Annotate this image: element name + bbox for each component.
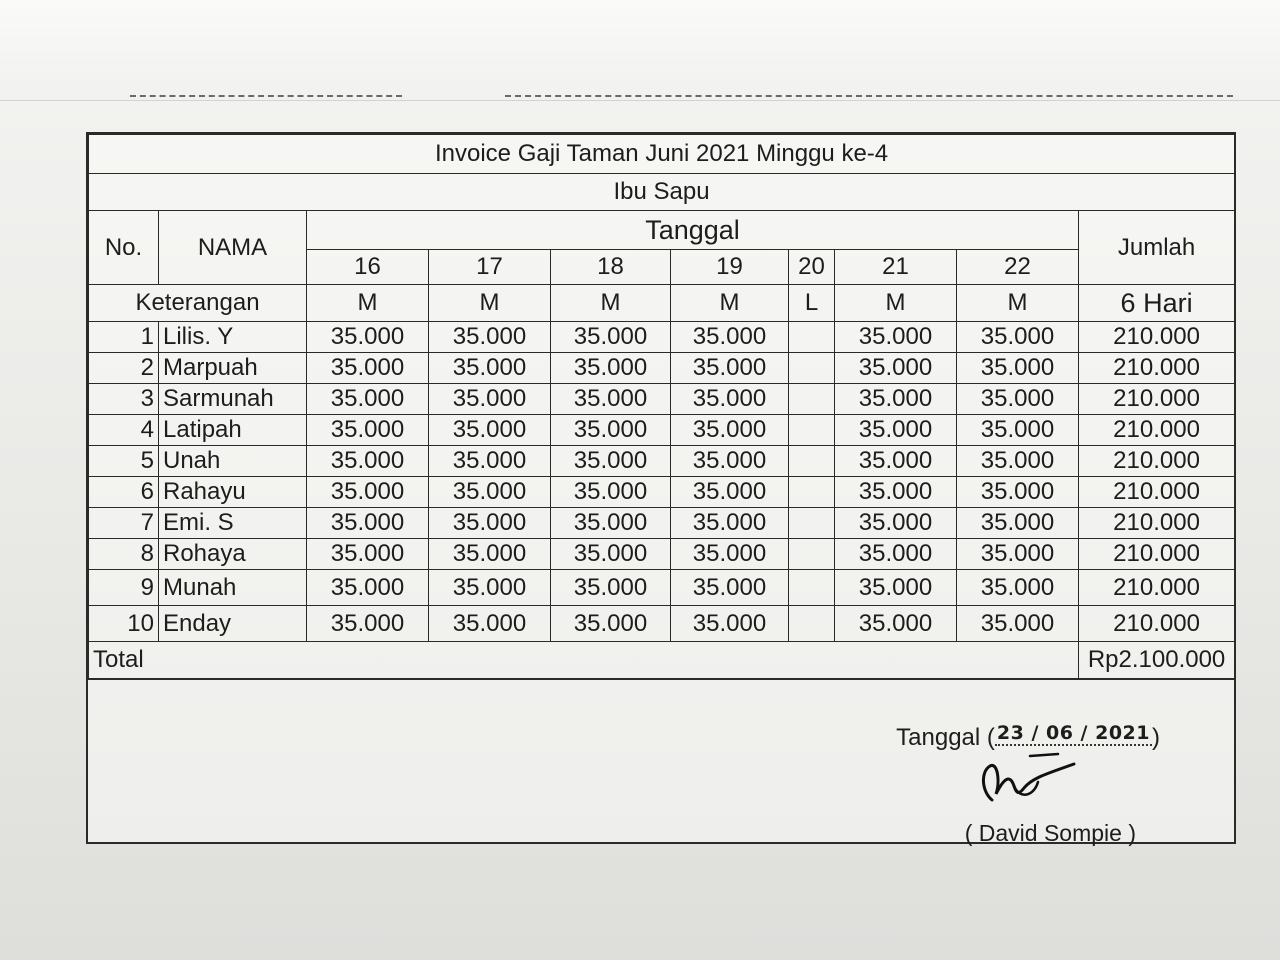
cell-d17: 35.000: [429, 606, 551, 642]
cell-d21: 35.000: [835, 570, 957, 606]
cell-d16: 35.000: [307, 384, 429, 415]
cell-d16: 35.000: [307, 322, 429, 353]
table-row: [89, 570, 1235, 606]
cell-d17: 35.000: [429, 384, 551, 415]
cell-d21: 35.000: [835, 384, 957, 415]
cell-d20: [789, 477, 835, 508]
cell-total: 210.000: [1079, 446, 1235, 477]
cell-d22: 35.000: [957, 446, 1079, 477]
date-22: 22: [957, 250, 1079, 285]
cell-d16: 35.000: [307, 446, 429, 477]
code-17: M: [429, 285, 551, 322]
cell-d21: 35.000: [835, 539, 957, 570]
row-no: 5: [89, 446, 159, 477]
cell-d18: 35.000: [551, 606, 671, 642]
handwritten-signature-icon: [974, 752, 1094, 812]
cell-d16: 35.000: [307, 477, 429, 508]
date-17: 17: [429, 250, 551, 285]
table-row: [89, 508, 1235, 539]
table-row: [89, 606, 1235, 642]
cell-d18: 35.000: [551, 446, 671, 477]
cell-d17: 35.000: [429, 508, 551, 539]
cell-d22: 35.000: [957, 384, 1079, 415]
cell-d19: 35.000: [671, 606, 789, 642]
header-no: No.: [89, 211, 159, 285]
cell-d20: [789, 384, 835, 415]
row-name: Sarmunah: [159, 384, 307, 415]
cell-d17: 35.000: [429, 446, 551, 477]
cell-d20: [789, 508, 835, 539]
cell-d16: 35.000: [307, 353, 429, 384]
row-name: Marpuah: [159, 353, 307, 384]
cell-d18: 35.000: [551, 539, 671, 570]
code-20: L: [789, 285, 835, 322]
cell-d19: 35.000: [671, 570, 789, 606]
invoice-subtitle: Ibu Sapu: [89, 174, 1235, 211]
date-18: 18: [551, 250, 671, 285]
signer-name: ( David Sompie ): [964, 820, 1136, 846]
table-row: [89, 446, 1235, 477]
invoice-table: [88, 134, 1235, 679]
cell-d20: [789, 570, 835, 606]
cell-d18: 35.000: [551, 508, 671, 539]
cell-d19: 35.000: [671, 322, 789, 353]
header-jumlah: Jumlah: [1079, 211, 1235, 285]
row-no: 2: [89, 353, 159, 384]
cell-d16: 35.000: [307, 508, 429, 539]
row-no: 6: [89, 477, 159, 508]
jumlah-hari: 6 Hari: [1079, 285, 1235, 322]
paper-top-edge: [0, 0, 1280, 101]
table-row: [89, 384, 1235, 415]
cell-d18: 35.000: [551, 570, 671, 606]
code-22: M: [957, 285, 1079, 322]
date-20: 20: [789, 250, 835, 285]
cell-d17: 35.000: [429, 477, 551, 508]
row-name: Emi. S: [159, 508, 307, 539]
table-row: [89, 353, 1235, 384]
invoice-title: Invoice Gaji Taman Juni 2021 Minggu ke-4: [89, 135, 1235, 174]
cell-d20: [789, 353, 835, 384]
cell-d18: 35.000: [551, 415, 671, 446]
table-row: [89, 477, 1235, 508]
header-tanggal: Tanggal: [307, 211, 1079, 250]
table-row: [89, 415, 1235, 446]
cell-d16: 35.000: [307, 606, 429, 642]
cell-d17: 35.000: [429, 322, 551, 353]
cell-d16: 35.000: [307, 539, 429, 570]
cell-d18: 35.000: [551, 384, 671, 415]
cell-d17: 35.000: [429, 570, 551, 606]
table-row: [89, 322, 1235, 353]
cell-total: 210.000: [1079, 322, 1235, 353]
cell-d17: 35.000: [429, 539, 551, 570]
cell-d22: 35.000: [957, 539, 1079, 570]
cell-d22: 35.000: [957, 415, 1079, 446]
signature-area: [88, 679, 1234, 846]
row-name: Rahayu: [159, 477, 307, 508]
cell-d22: 35.000: [957, 606, 1079, 642]
row-no: 8: [89, 539, 159, 570]
cell-d22: 35.000: [957, 477, 1079, 508]
cell-total: 210.000: [1079, 570, 1235, 606]
cell-total: 210.000: [1079, 508, 1235, 539]
row-name: Munah: [159, 570, 307, 606]
cell-total: 210.000: [1079, 384, 1235, 415]
cell-d17: 35.000: [429, 415, 551, 446]
cell-d19: 35.000: [671, 415, 789, 446]
cell-d21: 35.000: [835, 353, 957, 384]
cell-d19: 35.000: [671, 508, 789, 539]
cell-d20: [789, 415, 835, 446]
row-no: 10: [89, 606, 159, 642]
row-no: 7: [89, 508, 159, 539]
invoice-table-frame: [86, 132, 1236, 844]
date-21: 21: [835, 250, 957, 285]
cell-total: 210.000: [1079, 353, 1235, 384]
row-name: Latipah: [159, 415, 307, 446]
cell-total: 210.000: [1079, 539, 1235, 570]
cell-d18: 35.000: [551, 477, 671, 508]
cell-d20: [789, 539, 835, 570]
cut-line-right: [505, 95, 1233, 97]
date-prefix: Tanggal (: [896, 724, 995, 751]
row-name: Rohaya: [159, 539, 307, 570]
row-no: 1: [89, 322, 159, 353]
code-21: M: [835, 285, 957, 322]
cell-d17: 35.000: [429, 353, 551, 384]
code-18: M: [551, 285, 671, 322]
date-16: 16: [307, 250, 429, 285]
row-name: Lilis. Y: [159, 322, 307, 353]
cell-d19: 35.000: [671, 477, 789, 508]
cell-total: 210.000: [1079, 415, 1235, 446]
total-label: Total: [89, 642, 1079, 679]
cell-d19: 35.000: [671, 446, 789, 477]
cell-total: 210.000: [1079, 477, 1235, 508]
code-19: M: [671, 285, 789, 322]
cell-d20: [789, 322, 835, 353]
cell-d21: 35.000: [835, 477, 957, 508]
cell-d19: 35.000: [671, 353, 789, 384]
signature-date: [896, 724, 1160, 752]
row-name: Unah: [159, 446, 307, 477]
cut-line-left: [130, 95, 402, 97]
cell-d22: 35.000: [957, 508, 1079, 539]
cell-d21: 35.000: [835, 508, 957, 539]
cell-d21: 35.000: [835, 322, 957, 353]
row-no: 3: [89, 384, 159, 415]
date-19: 19: [671, 250, 789, 285]
header-nama: NAMA: [159, 211, 307, 285]
cell-d22: 35.000: [957, 570, 1079, 606]
cell-d20: [789, 606, 835, 642]
row-name: Enday: [159, 606, 307, 642]
cell-d21: 35.000: [835, 606, 957, 642]
cell-d18: 35.000: [551, 322, 671, 353]
row-no: 4: [89, 415, 159, 446]
cell-total: 210.000: [1079, 606, 1235, 642]
date-suffix: ): [1152, 724, 1160, 751]
handwritten-date: 23 / 06 / 2021: [996, 722, 1150, 744]
cell-d22: 35.000: [957, 322, 1079, 353]
code-16: M: [307, 285, 429, 322]
cell-d16: 35.000: [307, 415, 429, 446]
cell-d19: 35.000: [671, 384, 789, 415]
table-row: [89, 539, 1235, 570]
cell-d20: [789, 446, 835, 477]
cell-d18: 35.000: [551, 353, 671, 384]
cell-d21: 35.000: [835, 415, 957, 446]
header-keterangan: Keterangan: [89, 285, 307, 322]
total-amount: Rp2.100.000: [1079, 642, 1235, 679]
cell-d16: 35.000: [307, 570, 429, 606]
cell-d21: 35.000: [835, 446, 957, 477]
cell-d19: 35.000: [671, 539, 789, 570]
cell-d22: 35.000: [957, 353, 1079, 384]
row-no: 9: [89, 570, 159, 606]
